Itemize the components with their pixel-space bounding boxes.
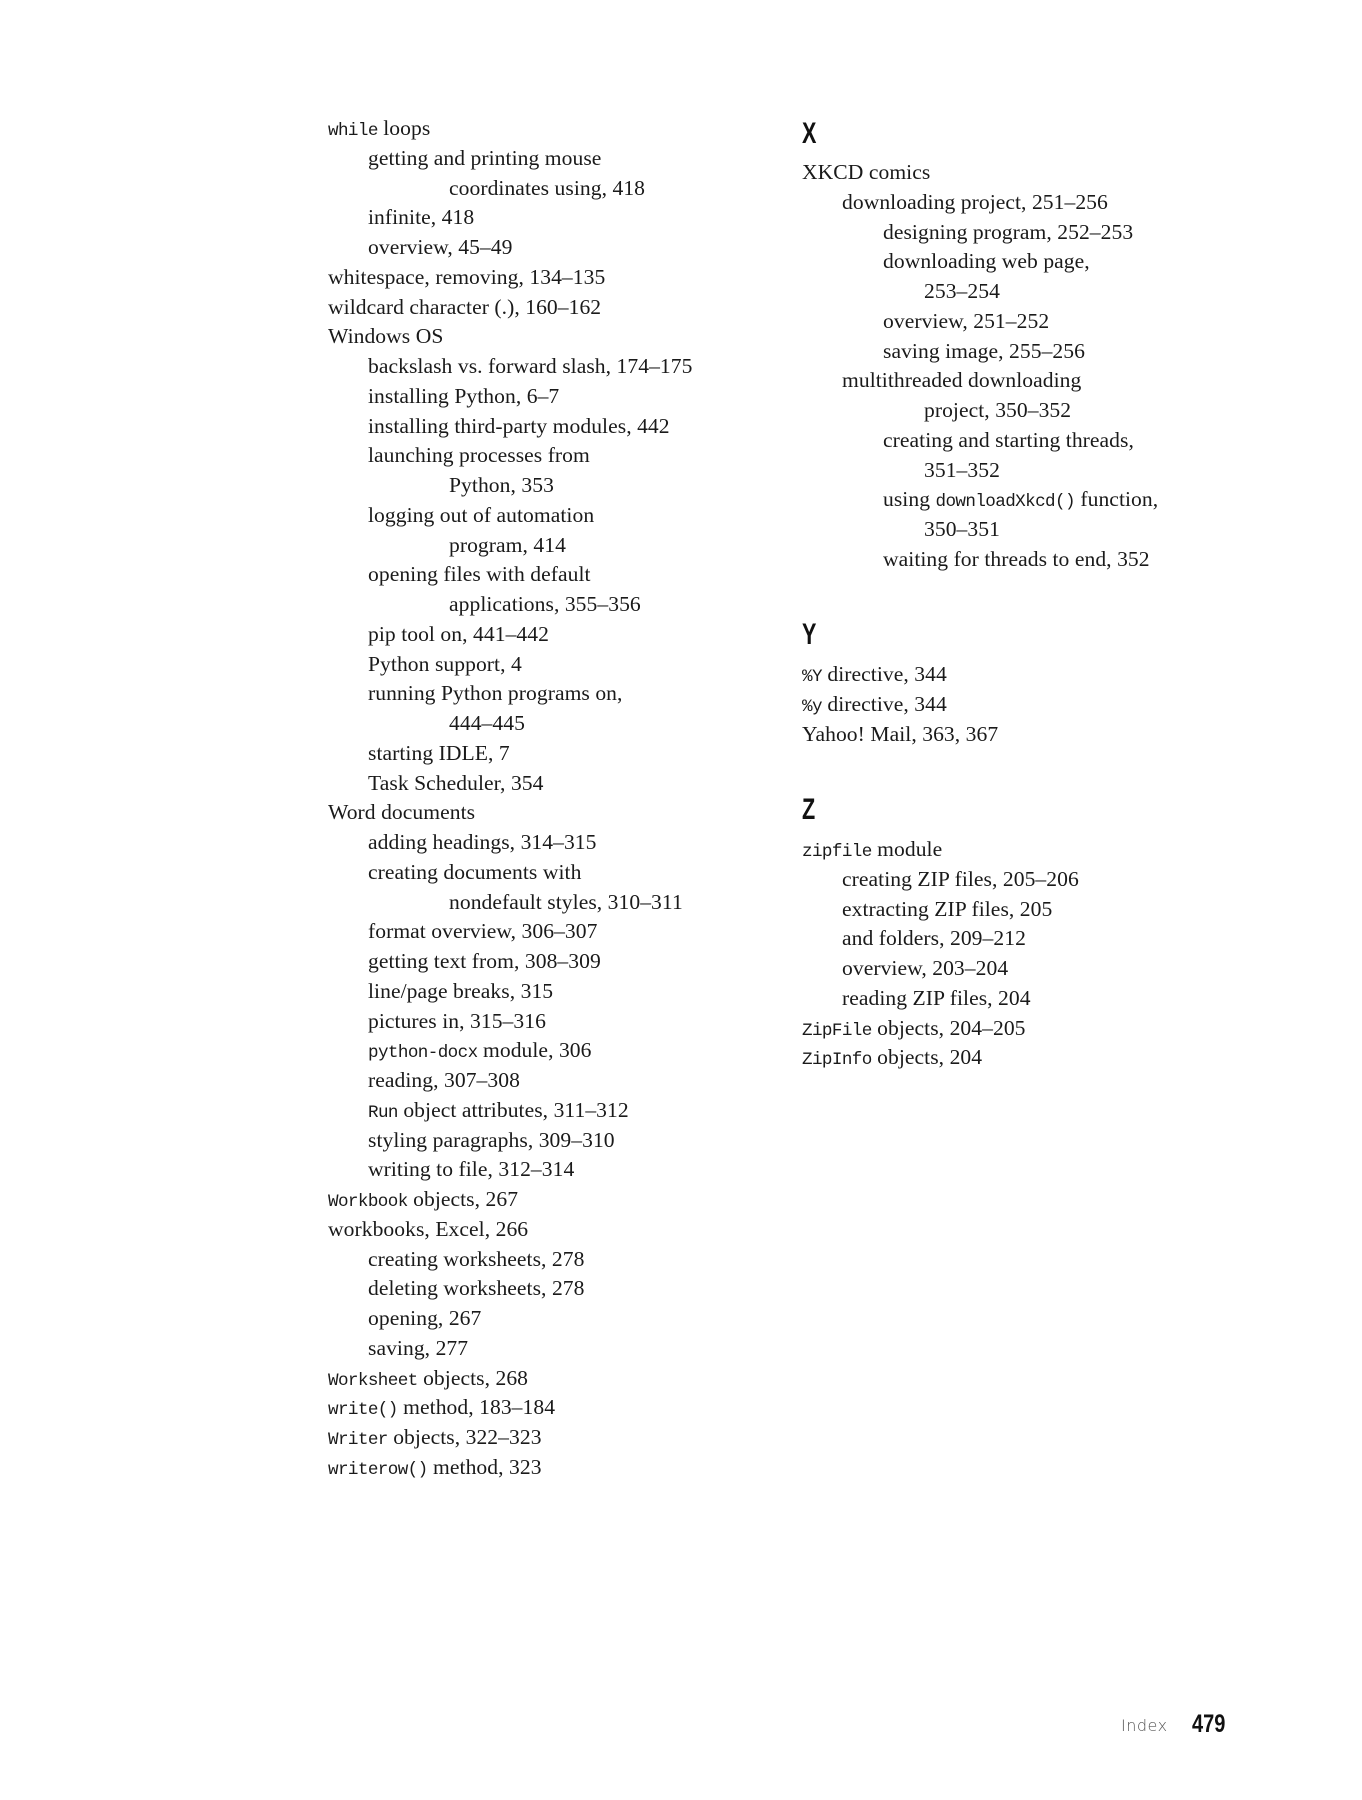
- index-entry: [802, 660, 1242, 690]
- entry-text: applications, 355–356: [449, 592, 641, 616]
- index-subentry: [328, 441, 768, 471]
- page-number: 479: [1192, 1710, 1226, 1738]
- code-term: %Y: [802, 667, 822, 687]
- entry-text: saving, 277: [368, 1335, 469, 1360]
- entry-text: loops: [377, 116, 431, 140]
- entry-text: creating ZIP files, 205–206: [842, 866, 1079, 891]
- index-subsubentry-continuation: [802, 456, 1242, 486]
- section-heading-y: Y: [802, 618, 817, 651]
- entry-text: directive, 344: [821, 662, 947, 686]
- entry-text: creating and starting threads,: [883, 427, 1134, 452]
- index-subentry: [328, 382, 768, 412]
- index-subentry: [328, 977, 768, 1007]
- entry-text: deleting worksheets, 278: [368, 1276, 585, 1301]
- running-footer-section: Index: [1121, 1716, 1168, 1735]
- entry-text: nondefault styles, 310–311: [449, 889, 683, 914]
- code-term: Worksheet: [328, 1370, 418, 1391]
- entry-text: designing program, 252–253: [883, 219, 1134, 244]
- index-subentry-continuation: [328, 174, 768, 204]
- index-section-y: [802, 660, 1242, 749]
- entry-text: and folders, 209–212: [842, 926, 1026, 951]
- index-subentry: [328, 1096, 768, 1126]
- index-entry: [802, 1043, 1242, 1073]
- index-entry: [328, 1423, 768, 1453]
- entry-text: writing to file, 312–314: [368, 1157, 575, 1182]
- index-subsubentry: [802, 485, 1242, 515]
- index-entry: [802, 720, 1242, 750]
- index-entry: [328, 1364, 768, 1394]
- index-subentry: [328, 858, 768, 888]
- entry-text: module, 306: [477, 1038, 592, 1063]
- index-subentry: [328, 650, 768, 680]
- entry-text: opening, 267: [368, 1306, 482, 1330]
- index-subentry-continuation: [328, 471, 768, 501]
- index-subentry: [328, 412, 768, 442]
- code-term: writerow(): [328, 1459, 428, 1480]
- entry-text: launching processes from: [368, 443, 590, 468]
- index-subentry: [328, 620, 768, 650]
- index-subentry: [802, 954, 1242, 984]
- entry-text: running Python programs on,: [368, 681, 623, 706]
- entry-text: method, 323: [427, 1454, 542, 1479]
- index-subentry: [328, 233, 768, 263]
- entry-text: installing Python, 6–7: [368, 383, 560, 408]
- index-entry: [802, 690, 1242, 720]
- index-subentry: [802, 188, 1242, 218]
- index-subentry-continuation: [802, 396, 1242, 426]
- index-section-x: [802, 158, 1242, 575]
- index-entry: [328, 1215, 768, 1245]
- entry-text: getting and printing mouse: [368, 145, 602, 170]
- entry-text: method, 183–184: [397, 1395, 556, 1420]
- index-subentry: [802, 865, 1242, 895]
- entry-text: downloading project, 251–256: [842, 189, 1108, 214]
- index-subsubentry: [802, 426, 1242, 456]
- entry-text: pictures in, 315–316: [368, 1008, 546, 1033]
- entry-text: starting IDLE, 7: [368, 740, 510, 765]
- index-subentry-continuation: [328, 888, 768, 918]
- index-column-left: [328, 114, 768, 1483]
- entry-text: Word documents: [328, 800, 476, 825]
- index-subentry: [328, 1274, 768, 1304]
- entry-text: infinite, 418: [368, 205, 475, 230]
- entry-text: reading, 307–308: [368, 1068, 520, 1092]
- entry-text: function,: [1074, 487, 1159, 512]
- entry-text: installing third-party modules, 442: [368, 413, 670, 438]
- entry-text: objects, 322–323: [387, 1425, 542, 1449]
- entry-text: coordinates using, 418: [449, 175, 646, 200]
- index-entry: [328, 263, 768, 293]
- index-subsubentry-continuation: [802, 515, 1242, 545]
- entry-text: waiting for threads to end, 352: [883, 546, 1150, 571]
- entry-text: 444–445: [449, 711, 525, 735]
- code-term: Workbook: [328, 1192, 408, 1212]
- entry-text: 351–352: [924, 457, 1000, 482]
- index-entry: [328, 1453, 768, 1483]
- index-subentry-continuation: [328, 531, 768, 561]
- entry-text: overview, 251–252: [883, 308, 1050, 333]
- code-term: ZipInfo: [802, 1050, 872, 1071]
- entry-text: extracting ZIP files, 205: [842, 896, 1053, 921]
- entry-text: objects, 204: [871, 1045, 983, 1070]
- entry-text: opening files with default: [368, 562, 591, 587]
- index-subentry: [802, 895, 1242, 925]
- index-entry: [328, 114, 768, 144]
- index-subentry: [328, 769, 768, 799]
- index-subentry: [328, 1007, 768, 1037]
- index-subentry-continuation: [328, 590, 768, 620]
- index-entry: [802, 835, 1242, 865]
- index-subsubentry-continuation: [802, 277, 1242, 307]
- entry-text: Python, 353: [449, 473, 554, 497]
- index-entry: [328, 798, 768, 828]
- code-term: ZipFile: [802, 1020, 872, 1041]
- section-heading-z: Z: [802, 793, 816, 826]
- index-entry: [802, 1014, 1242, 1044]
- entry-text: Yahoo! Mail, 363, 367: [802, 721, 999, 746]
- entry-text: Windows OS: [328, 324, 444, 349]
- index-entry: [328, 322, 768, 352]
- code-term: zipfile: [802, 842, 872, 862]
- code-term: downloadXkcd(): [935, 492, 1075, 513]
- entry-text: directive, 344: [821, 691, 947, 716]
- entry-text: backslash vs. forward slash, 174–175: [368, 354, 693, 378]
- entry-text: adding headings, 314–315: [368, 830, 597, 854]
- index-subentry: [328, 144, 768, 174]
- index-subsubentry: [802, 545, 1242, 575]
- code-term: python-docx: [368, 1043, 478, 1064]
- entry-text: module: [871, 837, 943, 861]
- index-subentry: [328, 1245, 768, 1275]
- entry-text: program, 414: [449, 532, 566, 557]
- entry-text: whitespace, removing, 134–135: [328, 264, 606, 289]
- entry-text: multithreaded downloading: [842, 368, 1082, 393]
- index-entry: [328, 293, 768, 323]
- index-subentry: [328, 679, 768, 709]
- index-entry: [802, 158, 1242, 188]
- entry-text: pip tool on, 441–442: [368, 621, 549, 646]
- entry-text: line/page breaks, 315: [368, 978, 554, 1003]
- index-subentry: [328, 917, 768, 947]
- entry-text: Task Scheduler, 354: [368, 770, 544, 795]
- entry-text: reading ZIP files, 204: [842, 985, 1031, 1010]
- index-subentry: [328, 203, 768, 233]
- entry-text: styling paragraphs, 309–310: [368, 1127, 615, 1152]
- entry-text: XKCD comics: [802, 160, 931, 184]
- section-heading-x: X: [802, 117, 817, 150]
- entry-text: project, 350–352: [924, 398, 1072, 422]
- entry-text: downloading web page,: [883, 249, 1090, 274]
- index-subentry-continuation: [328, 709, 768, 739]
- index-subentry: [328, 1334, 768, 1364]
- code-term: write(): [328, 1400, 398, 1421]
- index-subentry: [802, 984, 1242, 1014]
- entry-text: object attributes, 311–312: [397, 1097, 629, 1122]
- index-subsubentry: [802, 218, 1242, 248]
- entry-text: workbooks, Excel, 266: [328, 1216, 529, 1241]
- index-entry: [328, 1393, 768, 1423]
- entry-text: overview, 45–49: [368, 235, 513, 259]
- entry-text: creating documents with: [368, 859, 582, 884]
- entry-text: wildcard character (.), 160–162: [328, 294, 602, 319]
- entry-text: using: [883, 487, 936, 512]
- index-subentry: [328, 1304, 768, 1334]
- index-subentry: [802, 924, 1242, 954]
- entry-text: 253–254: [924, 279, 1000, 303]
- entry-text: format overview, 306–307: [368, 919, 598, 944]
- index-subentry: [328, 352, 768, 382]
- index-subentry: [802, 366, 1242, 396]
- entry-text: creating worksheets, 278: [368, 1246, 585, 1271]
- entry-text: objects, 204–205: [871, 1015, 1026, 1040]
- index-subentry: [328, 1155, 768, 1185]
- entry-text: objects, 268: [417, 1365, 529, 1390]
- index-entry: [328, 1185, 768, 1215]
- index-subentry: [328, 828, 768, 858]
- index-subentry: [328, 947, 768, 977]
- entry-text: objects, 267: [407, 1187, 519, 1211]
- index-subentry: [328, 1066, 768, 1096]
- entry-text: logging out of automation: [368, 502, 595, 527]
- entry-text: overview, 203–204: [842, 956, 1009, 980]
- index-subsubentry: [802, 247, 1242, 277]
- entry-text: saving image, 255–256: [883, 338, 1085, 363]
- code-term: Run: [368, 1102, 398, 1123]
- entry-text: Python support, 4: [368, 651, 522, 676]
- index-subentry: [328, 739, 768, 769]
- index-subsubentry: [802, 337, 1242, 367]
- code-term: while: [328, 121, 378, 141]
- index-subentry: [328, 501, 768, 531]
- entry-text: 350–351: [924, 517, 1000, 541]
- index-subentry: [328, 1126, 768, 1156]
- index-subsubentry: [802, 307, 1242, 337]
- code-term: Writer: [328, 1430, 388, 1450]
- index-subentry: [328, 560, 768, 590]
- entry-text: getting text from, 308–309: [368, 949, 601, 973]
- index-section-z: [802, 835, 1242, 1073]
- index-subentry: [328, 1036, 768, 1066]
- code-term: %y: [802, 696, 822, 717]
